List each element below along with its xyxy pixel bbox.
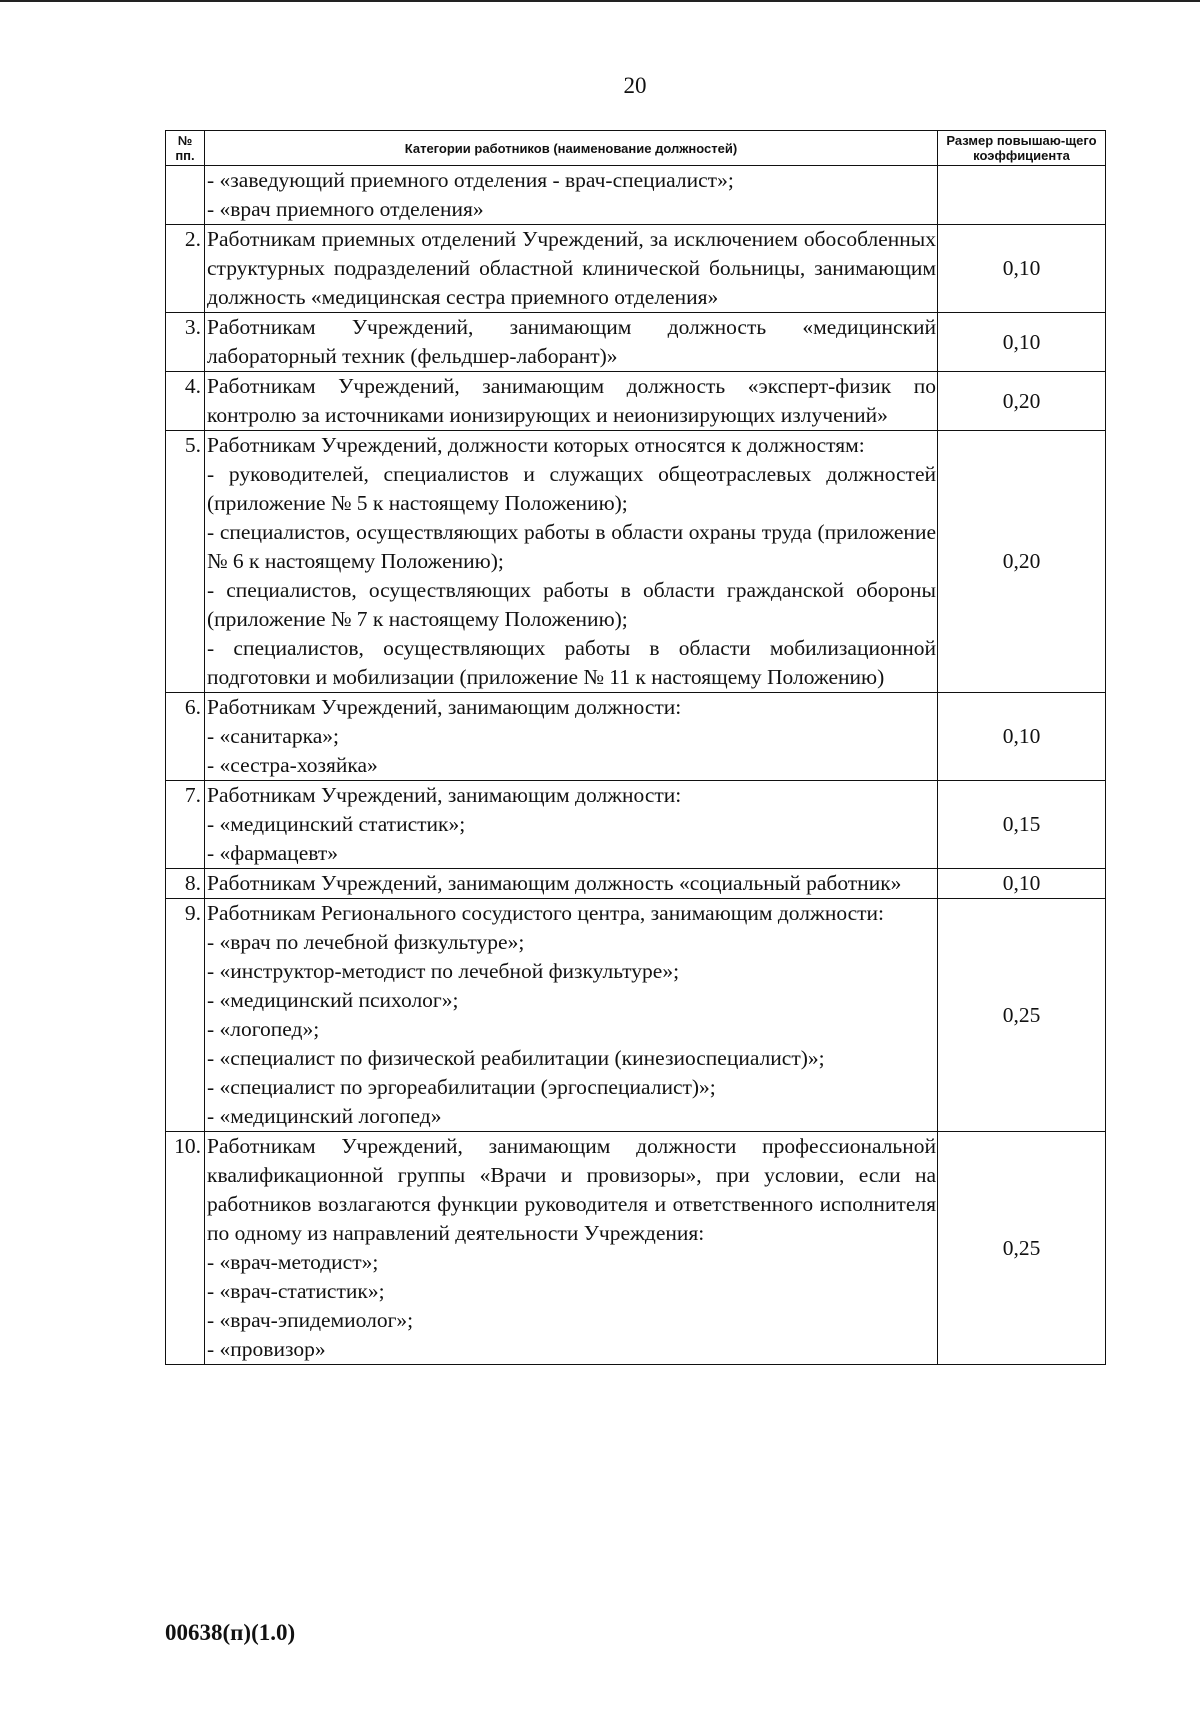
row-number: 2. [166, 225, 205, 313]
row-category [205, 372, 938, 431]
category-line: - специалистов, осуществляющих работы в области мобилизационной подготовки и мобилизации (приложение № 11 к настоящему Положению) [207, 636, 936, 689]
row-coefficient: 0,10 [938, 869, 1106, 899]
row-coefficient: 0,20 [938, 431, 1106, 693]
row-number: 8. [166, 869, 205, 899]
category-line: - «медицинский логопед» [207, 1104, 442, 1128]
category-line: - руководителей, специалистов и служащих общеотраслевых должностей (приложение № 5 к настоящему Положению); [207, 462, 936, 515]
category-line: Работникам Учреждений, занимающим должность «медицинский лабораторный техник (фельдшер-лаборант)» [207, 315, 936, 368]
page-number: 20 [623, 73, 647, 98]
row-number: 4. [166, 372, 205, 431]
category-line: - «врач по лечебной физкультуре»; [207, 930, 525, 954]
category-line: - «логопед»; [207, 1017, 320, 1041]
row-category [205, 431, 938, 693]
page-top-border [0, 0, 1200, 2]
category-line: - «заведующий приемного отделения - врач-специалист»; [207, 168, 734, 192]
category-line: Работникам Учреждений, занимающим должности профессиональной квалификационной группы «Врачи и провизоры», при условии, если на работников возлагаются функции руководителя и ответственного исполнителя по одному из направлений деятельности Учреждения: [207, 1134, 936, 1245]
row-coefficient: 0,10 [938, 693, 1106, 781]
row-number: 10. [166, 1132, 205, 1365]
coefficient-table [165, 130, 1106, 1365]
row-category [205, 869, 938, 899]
category-line: Работникам приемных отделений Учреждений, за исключением обособленных структурных подразделений областной клинической больницы, занимающим должность «медицинская сестра приемного отделения» [207, 227, 936, 309]
header-category: Категории работников (наименование должностей) [205, 131, 938, 166]
row-category [205, 1132, 938, 1365]
category-line: - «специалист по эргореабилитации (эргоспециалист)»; [207, 1075, 716, 1099]
category-line: - «медицинский статистик»; [207, 812, 466, 836]
row-category [205, 899, 938, 1132]
table-row [166, 166, 1106, 225]
category-line: - «санитарка»; [207, 724, 339, 748]
category-line: - «врач приемного отделения» [207, 197, 484, 221]
row-number: 3. [166, 313, 205, 372]
row-number: 6. [166, 693, 205, 781]
table-header-row [166, 131, 1106, 166]
row-coefficient: 0,15 [938, 781, 1106, 869]
table-row [166, 1132, 1106, 1365]
category-line: - «инструктор-методист по лечебной физкультуре»; [207, 959, 680, 983]
row-category [205, 313, 938, 372]
table-row [166, 781, 1106, 869]
category-line: - «врач-методист»; [207, 1250, 379, 1274]
category-line: Работникам Учреждений, занимающим должности: [207, 695, 682, 719]
category-line: - «сестра-хозяйка» [207, 753, 378, 777]
table-body [166, 166, 1106, 1365]
row-coefficient: 0,25 [938, 899, 1106, 1132]
row-number [166, 166, 205, 225]
category-line: - специалистов, осуществляющих работы в области гражданской обороны (приложение № 7 к настоящему Положению); [207, 578, 936, 631]
row-coefficient: 0,10 [938, 225, 1106, 313]
document-code: 00638(п)(1.0) [165, 1620, 296, 1645]
header-number: № пп. [166, 131, 205, 166]
row-number: 9. [166, 899, 205, 1132]
row-category [205, 781, 938, 869]
table-row [166, 313, 1106, 372]
category-line: Работникам Учреждений, занимающим должности: [207, 783, 682, 807]
category-line: - «специалист по физической реабилитации (кинезиоспециалист)»; [207, 1046, 825, 1070]
category-line: - «врач-статистик»; [207, 1279, 385, 1303]
row-category [205, 225, 938, 313]
table-row [166, 431, 1106, 693]
table-row [166, 225, 1106, 313]
category-line: Работникам Регионального сосудистого центра, занимающим должности: [207, 901, 885, 925]
table-row [166, 869, 1106, 899]
row-coefficient: 0,25 [938, 1132, 1106, 1365]
row-number: 7. [166, 781, 205, 869]
row-coefficient: 0,20 [938, 372, 1106, 431]
category-line: Работникам Учреждений, занимающим должность «социальный работник» [207, 871, 902, 895]
category-line: - «врач-эпидемиолог»; [207, 1308, 414, 1332]
table-row [166, 693, 1106, 781]
category-line: - «фармацевт» [207, 841, 338, 865]
category-line: - «провизор» [207, 1337, 326, 1361]
row-number: 5. [166, 431, 205, 693]
table-row [166, 899, 1106, 1132]
category-line: Работникам Учреждений, занимающим должность «эксперт-физик по контролю за источниками ионизирующих и неионизирующих излучений» [207, 374, 936, 427]
row-coefficient: 0,10 [938, 313, 1106, 372]
header-coefficient: Размер повышаю-щего коэффициента [938, 131, 1106, 166]
row-category [205, 166, 938, 225]
category-line: - специалистов, осуществляющих работы в области охраны труда (приложение № 6 к настоящему Положению); [207, 520, 936, 573]
table-row [166, 372, 1106, 431]
row-category [205, 693, 938, 781]
category-line: Работникам Учреждений, должности которых относятся к должностям: [207, 433, 865, 457]
row-coefficient [938, 166, 1106, 225]
category-line: - «медицинский психолог»; [207, 988, 459, 1012]
